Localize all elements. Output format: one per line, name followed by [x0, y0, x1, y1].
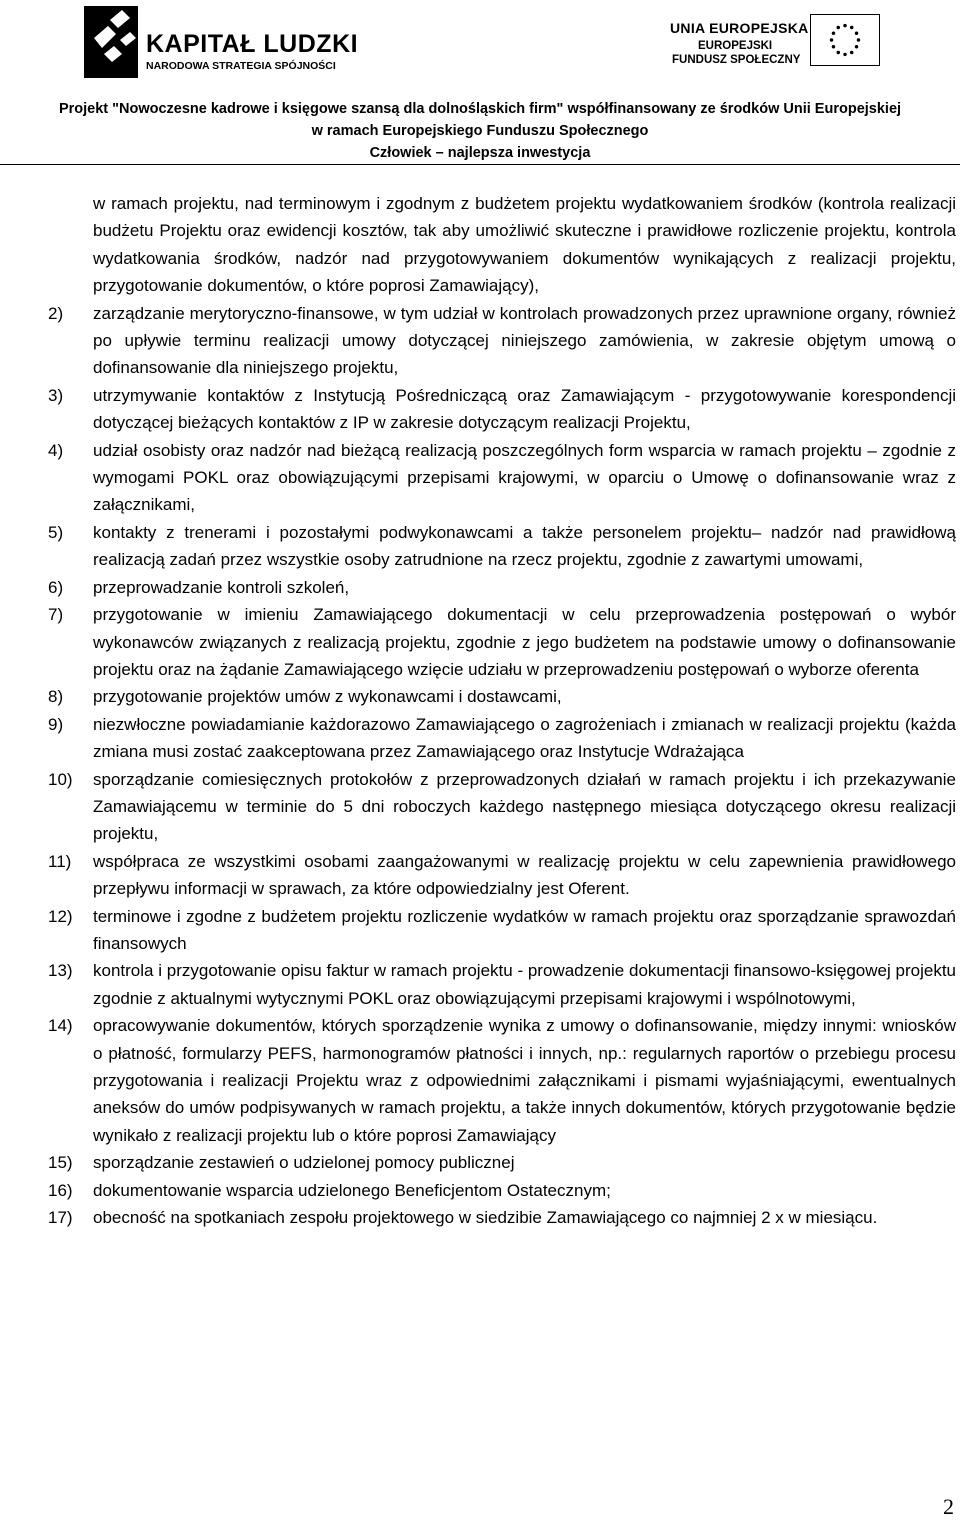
- unia-europejska-logo: [670, 14, 960, 84]
- document-body: [48, 190, 956, 1231]
- list-item-text: sporządzanie zestawień o udzielonej pomocy publicznej: [93, 1153, 515, 1173]
- list-item-number: 11): [48, 851, 72, 871]
- list-item-number: 2): [48, 303, 64, 323]
- list-item-text: dokumentowanie wsparcia udzielonego Beneficjentom Ostatecznym;: [93, 1180, 611, 1200]
- kapital-ludzki-emblem-icon: [82, 4, 140, 80]
- list-item-number: 5): [48, 522, 64, 542]
- list-item-number: 16): [48, 1180, 73, 1200]
- list-item: [48, 574, 956, 601]
- ue-line-3: FUNDUSZ SPOŁECZNY: [672, 54, 801, 66]
- project-line-1: Projekt "Nowoczesne kadrowe i księgowe szansą dla dolnośląskich firm" współfinansowany ze środków Unii Europejskiej: [58, 101, 902, 117]
- list-item: [48, 766, 956, 848]
- list-item: [48, 848, 956, 903]
- ue-line-1: UNIA EUROPEJSKA: [670, 20, 809, 36]
- list-item-text: opracowywanie dokumentów, których sporządzenie wynika z umowy o dofinansowanie, między innymi: wniosków o płatność, formularzy PEFS, harmonogramów płatności i innych, np.: regularnych raportów o przebiegu procesu przygotowania i realizacji Projektu wraz z odpowiednimi załącznikami i pismami wyjaśniającymi, ewentualnych aneksów do umów podpisywanych w ramach projektu, a także innych dokumentów, których przygotowanie będzie wynikało z realizacji projektu lub o które poprosi Zamawiający: [93, 1016, 956, 1145]
- list-item-number: 4): [48, 440, 64, 460]
- list-item-number: 14): [48, 1016, 73, 1036]
- list-item: [48, 683, 956, 710]
- list-item-number: 9): [48, 714, 64, 734]
- list-item-text: terminowe i zgodne z budżetem projektu rozliczenie wydatków w ramach projektu oraz sporządzanie sprawozdań finansowych: [93, 906, 956, 953]
- list-item-number: 12): [48, 906, 73, 926]
- list-item: [48, 903, 956, 958]
- list-item-text: kontakty z trenerami i pozostałymi podwykonawcami a także personelem projektu– nadzór nad prawidłową realizacją zadań przez wszystkie osoby zatrudnione na rzecz projektu, zgodnie z zawartymi umowami,: [93, 522, 956, 570]
- page-number: 2: [943, 1494, 954, 1519]
- list-item-text: obecność na spotkaniach zespołu projektowego w siedzibie Zamawiającego co najmniej 2 x w miesiącu.: [93, 1208, 878, 1228]
- kapital-ludzki-subtitle: NARODOWA STRATEGIA SPÓJNOŚCI: [146, 60, 336, 72]
- list-item-text: utrzymywanie kontaktów z Instytucją Pośredniczącą oraz Zamawiającym - przygotowywanie korespondencji dotyczącej bieżących kontaktów z IP w zakresie dotyczącym realizacji Projektu,: [93, 385, 956, 433]
- list-item-text: przygotowanie w imieniu Zamawiającego dokumentacji w celu przeprowadzenia postępowań o wybór wykonawców związanych z realizacją projektu, zgodnie z jego budżetem na podstawie umowy o dofinansowanie projektu oraz na żądanie Zamawiającego wzięcie udziału w przeprowadzeniu postępowań o wyborze oferenta: [93, 605, 956, 679]
- list-item-text: sporządzanie comiesięcznych protokołów z przeprowadzonych działań w ramach projektu i ich przekazywanie Zamawiającemu w terminie do 5 dni roboczych każdego następnego miesiąca dotyczącego okresu realizacji projektu,: [93, 769, 956, 844]
- duties-list: [48, 300, 956, 1232]
- list-item-number: 7): [48, 605, 64, 625]
- project-line-2: w ramach Europejskiego Funduszu Społecznego: [311, 123, 649, 139]
- list-item-number: 17): [48, 1208, 73, 1228]
- list-item: [48, 1204, 956, 1231]
- header-divider: [0, 164, 960, 165]
- project-line-3: Człowiek – najlepsza inwestycja: [369, 145, 591, 161]
- list-item: [48, 382, 956, 437]
- list-item-number: 3): [48, 385, 64, 405]
- list-item-number: 6): [48, 577, 64, 597]
- kapital-ludzki-logo: [82, 4, 359, 84]
- list-item: [48, 711, 956, 766]
- page-header: [0, 0, 960, 166]
- list-item-number: 10): [48, 769, 73, 789]
- list-item: [48, 1012, 956, 1149]
- list-item: [48, 519, 956, 574]
- list-item-text: kontrola i przygotowanie opisu faktur w ramach projektu - prowadzenie dokumentacji finansowo-księgowej projektu zgodnie z aktualnymi wytycznymi POKL oraz obowiązującymi przepisami krajowymi i wspólnotowymi,: [93, 961, 956, 1008]
- list-item-text: przeprowadzanie kontroli szkoleń,: [93, 577, 350, 597]
- list-item: [48, 1149, 956, 1176]
- list-item-text: niezwłoczne powiadamianie każdorazowo Zamawiającego o zagrożeniach i zmianach w realizacji projektu (każda zmiana musi zostać zaakceptowana przez Zamawiającego oraz Instytucje Wdrażająca: [93, 714, 956, 762]
- list-item: [48, 957, 956, 1012]
- list-item-text: zarządzanie merytoryczno-finansowe, w tym udział w kontrolach prowadzonych przez uprawnione organy, również po upływie terminu realizacji umowy dotyczącej niniejszego zamówienia, w zakresie objętym umową o dofinansowanie dla niniejszego projektu,: [93, 303, 956, 378]
- list-item-number: 13): [48, 961, 73, 981]
- eu-flag-icon: [810, 14, 880, 66]
- list-item: [48, 1177, 956, 1204]
- list-item-number: 15): [48, 1153, 73, 1173]
- list-item-text: przygotowanie projektów umów z wykonawcami i dostawcami,: [93, 687, 562, 707]
- intro-paragraph: w ramach projektu, nad terminowym i zgodnym z budżetem projektu wydatkowaniem środków (kontrola realizacji budżetu Projektu oraz ewidencji kosztów, tak aby umożliwić skuteczne i prawidłowe rozliczenie projektu, kontrola wydatkowania środków, nadzór nad przygotowywaniem dokumentów wynikających z realizacji projektu, przygotowanie dokumentów, o które poprosi Zamawiający),: [93, 194, 956, 296]
- ue-line-2: EUROPEJSKI: [698, 40, 773, 52]
- list-item-text: współpraca ze wszystkimi osobami zaangażowanymi w realizację projektu w celu zapewnienia prawidłowego przepływu informacji w sprawach, za które odpowiedzialny jest Oferent.: [93, 851, 956, 899]
- list-item-number: 8): [48, 687, 64, 707]
- project-info: [0, 98, 960, 164]
- kapital-ludzki-title: KAPITAŁ LUDZKI: [146, 30, 359, 58]
- list-item: [48, 300, 956, 382]
- list-item-text: udział osobisty oraz nadzór nad bieżącą realizacją poszczególnych form wsparcia w ramach projektu – zgodnie z wymogami POKL oraz obowiązującymi przepisami krajowymi, w oparciu o Umowę o dofinansowanie wraz z załącznikami,: [93, 440, 956, 515]
- list-item: [48, 601, 956, 683]
- list-item: [48, 437, 956, 519]
